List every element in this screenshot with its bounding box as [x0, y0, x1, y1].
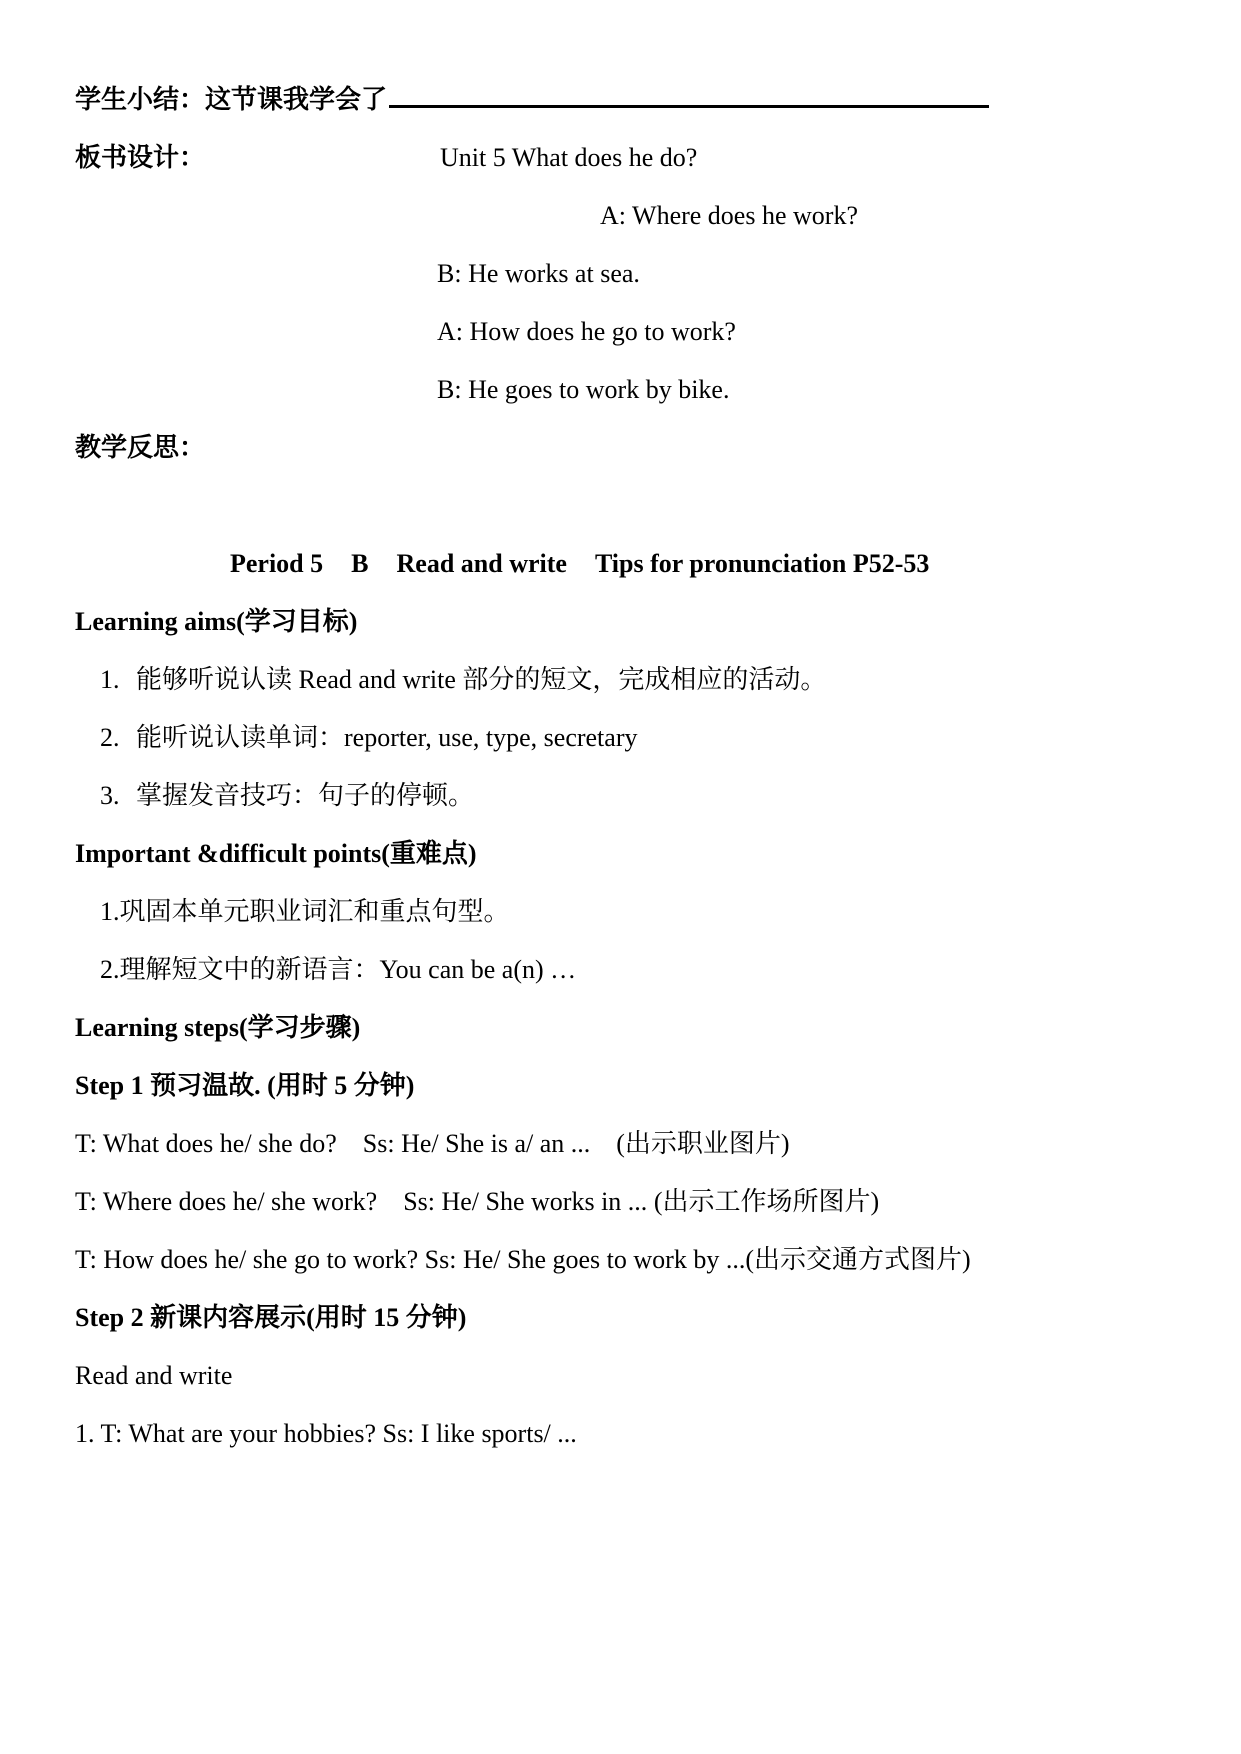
dialogue-line — [75, 1185, 879, 1219]
step2-heading: Step 2 新课内容展示(用时 15 分钟) — [75, 1303, 467, 1332]
board-line: A: How does he go to work? — [437, 317, 736, 346]
period-heading — [230, 547, 929, 581]
aim-item — [100, 663, 826, 697]
learning-aims-heading: Learning aims(学习目标) — [75, 607, 358, 636]
dialogue-line: 1. T: What are your hobbies? Ss: I like sports/ ... — [75, 1419, 577, 1448]
aim-item — [100, 779, 474, 813]
period-tips: Tips for pronunciation P52-53 — [594, 549, 930, 578]
teaching-reflection-label: 教学反思： — [75, 433, 206, 462]
aim-text: 能听说认读单词：reporter, use, type, secretary — [136, 723, 638, 752]
aim-number: 3. — [100, 781, 120, 810]
period-part: B — [351, 549, 369, 578]
aim-text: 掌握发音技巧：句子的停顿。 — [136, 781, 475, 810]
dialogue-line — [75, 1243, 971, 1277]
picture-note: (出示职业图片) — [616, 1129, 790, 1158]
teacher-question: T: What does he/ she do? — [75, 1129, 337, 1158]
period-number: Period 5 — [230, 549, 324, 578]
student-summary — [75, 83, 989, 117]
board-line: B: He works at sea. — [437, 259, 640, 288]
aim-item — [100, 721, 637, 755]
key-point-item: 2.理解短文中的新语言：You can be a(n) … — [100, 955, 577, 984]
board-design-label: 板书设计： — [75, 143, 206, 172]
learning-steps-heading: Learning steps(学习步骤) — [75, 1013, 361, 1042]
dialogue-line — [75, 1127, 790, 1161]
student-answer: Ss: He/ She works in ... — [403, 1187, 648, 1216]
student-answer: Ss: He/ She is a/ an ... — [362, 1129, 591, 1158]
teacher-question: T: Where does he/ she work? — [75, 1187, 378, 1216]
board-line: B: He goes to work by bike. — [437, 375, 730, 404]
step2-subheading: Read and write — [75, 1361, 233, 1390]
summary-fill-blank — [389, 83, 989, 108]
student-answer: Ss: He/ She goes to work by ... — [424, 1245, 746, 1274]
aim-text: 能够听说认读 Read and write 部分的短文，完成相应的活动。 — [136, 665, 827, 694]
picture-note: (出示交通方式图片) — [745, 1245, 971, 1274]
teacher-question: T: How does he/ she go to work? — [75, 1245, 419, 1274]
student-summary-label: 学生小结：这节课我学会了 — [75, 85, 388, 114]
key-point-item: 1.巩固本单元职业词汇和重点句型。 — [100, 897, 510, 926]
board-title: Unit 5 What does he do? — [440, 143, 698, 172]
period-section: Read and write — [396, 549, 567, 578]
aim-number: 2. — [100, 723, 120, 752]
board-line: A: Where does he work? — [600, 201, 858, 230]
aim-number: 1. — [100, 665, 120, 694]
picture-note: (出示工作场所图片) — [653, 1187, 880, 1216]
step1-heading: Step 1 预习温故. (用时 5 分钟) — [75, 1071, 415, 1100]
key-points-heading: Important &difficult points(重难点) — [75, 839, 477, 868]
